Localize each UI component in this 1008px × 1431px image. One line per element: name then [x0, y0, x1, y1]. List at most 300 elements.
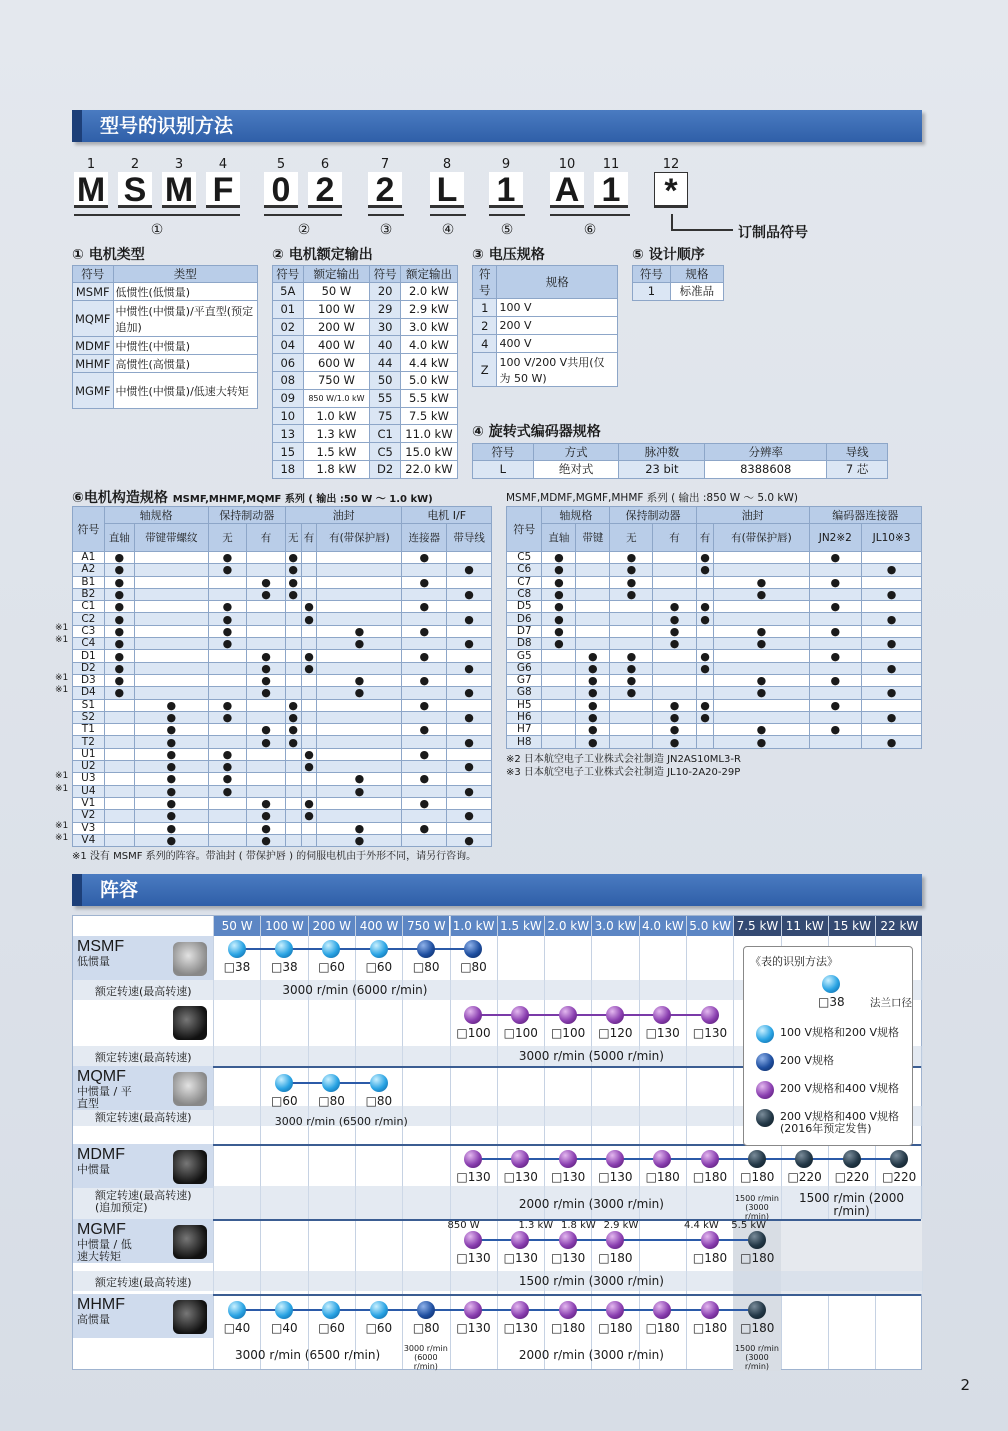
dot-mark: ●	[714, 736, 809, 748]
legend-item: 200 V规格	[780, 1054, 835, 1067]
td: 29	[370, 300, 401, 318]
dot-mark: ●	[542, 564, 576, 576]
dot-mark: ●	[247, 588, 286, 600]
dot-mark: ●	[542, 601, 576, 613]
th: 符号	[273, 266, 304, 283]
model-position: 1	[86, 157, 96, 172]
model-char: 1	[489, 172, 523, 208]
empty-cell	[809, 736, 862, 748]
th: 类型	[113, 266, 257, 283]
empty-cell	[447, 822, 492, 834]
empty-cell	[208, 576, 247, 588]
td: 04	[273, 336, 304, 354]
row-code: D3	[73, 674, 105, 686]
dot-mark: ●	[862, 687, 922, 699]
dot-mark: ●	[104, 687, 134, 699]
empty-cell	[653, 662, 696, 674]
speed-value: (6000 r/min)	[413, 1353, 438, 1371]
dot-mark: ●	[653, 699, 696, 711]
connector-line	[237, 948, 474, 950]
flange-size: □130	[550, 1251, 586, 1265]
spec-ball	[748, 1301, 766, 1319]
spec-ball	[464, 1006, 482, 1024]
row-code: U4	[73, 785, 105, 797]
model-circle: ②	[297, 222, 311, 238]
model-char: L	[430, 172, 464, 208]
empty-cell	[653, 650, 696, 662]
empty-cell	[447, 773, 492, 785]
td: 02	[273, 318, 304, 336]
empty-cell	[285, 650, 301, 662]
model-position: 7	[380, 157, 390, 172]
empty-cell	[862, 601, 922, 613]
dot-mark: ●	[610, 576, 653, 588]
legend-title: 《表的识别方法》	[750, 955, 838, 968]
row-code: D4	[73, 687, 105, 699]
empty-cell	[208, 736, 247, 748]
speed-label: 额定转速(最高转速)	[95, 1051, 192, 1064]
empty-cell	[610, 638, 653, 650]
dot-mark: ●	[447, 711, 492, 723]
flange-size: □38	[270, 960, 298, 974]
empty-cell	[317, 736, 402, 748]
spec-ball	[275, 1301, 293, 1319]
empty-cell	[696, 687, 714, 699]
dot-mark: ●	[402, 699, 447, 711]
row-code: C1	[73, 601, 105, 613]
dot-mark: ●	[653, 601, 696, 613]
dot-mark: ●	[653, 711, 696, 723]
flange-size: □80	[318, 1094, 345, 1108]
dot-mark: ●	[317, 822, 402, 834]
td: MDMF	[73, 337, 114, 355]
footnote-mark: ※1	[55, 635, 69, 646]
th: 有	[301, 524, 317, 552]
speed-value: 3000 r/min	[403, 1344, 448, 1353]
dot-mark: ●	[809, 625, 862, 637]
t5-title: ⑤ 设计顺序	[632, 247, 705, 263]
section-header-model: 型号的识别方法	[72, 110, 922, 142]
model-char: M	[74, 172, 108, 208]
dot-mark: ●	[402, 552, 447, 564]
lineup-col-header: 200 W	[308, 916, 355, 936]
empty-cell	[134, 564, 208, 576]
spec-ball	[322, 940, 340, 958]
structure-table-large	[506, 506, 922, 749]
motor-image	[173, 1225, 207, 1259]
dot-mark: ●	[134, 810, 208, 822]
flange-size: □60	[365, 1321, 393, 1335]
flange-size: □100	[503, 1026, 538, 1040]
model-name: MGMF	[77, 1221, 126, 1238]
dot-mark: ●	[301, 748, 317, 760]
td: 09	[273, 389, 304, 407]
empty-cell	[714, 662, 809, 674]
model-char: A	[550, 172, 584, 208]
dot-mark: ●	[696, 613, 714, 625]
dot-mark: ●	[104, 588, 134, 600]
th: 有	[696, 524, 714, 552]
t3-title: ③ 电压规格	[472, 247, 545, 263]
dot-mark: ●	[714, 625, 809, 637]
dot-mark: ●	[402, 797, 447, 809]
dot-mark: ●	[104, 552, 134, 564]
dot-mark: ●	[402, 625, 447, 637]
empty-cell	[301, 625, 317, 637]
dot-mark: ●	[285, 711, 301, 723]
empty-cell	[317, 576, 402, 588]
speed-value: 2000 r/min (3000 r/min)	[518, 1197, 664, 1211]
flange-size: □130	[598, 1170, 633, 1184]
spec-ball	[606, 1006, 624, 1024]
empty-cell	[301, 576, 317, 588]
empty-cell	[402, 613, 447, 625]
th: 额定输出	[303, 266, 370, 283]
flange-size: □130	[503, 1321, 538, 1335]
connector-line	[237, 1309, 757, 1311]
dot-mark: ●	[134, 736, 208, 748]
empty-cell	[447, 699, 492, 711]
flange-size: □180	[645, 1170, 680, 1184]
model-name: MQMF	[77, 1068, 126, 1085]
empty-cell	[134, 613, 208, 625]
td: 400 V	[497, 335, 618, 353]
empty-cell	[104, 711, 134, 723]
flange-size: □180	[740, 1170, 775, 1184]
empty-cell	[576, 588, 610, 600]
empty-cell	[542, 687, 576, 699]
flange-size: □130	[503, 1251, 538, 1265]
t1-title: ① 电机类型	[72, 247, 145, 263]
speed-value: 3000 r/min (6500 r/min)	[235, 1348, 381, 1362]
speed-value: 3000 r/min (6500 r/min)	[274, 1115, 408, 1128]
dot-mark: ●	[104, 613, 134, 625]
row-code: S1	[73, 699, 105, 711]
dot-mark: ●	[610, 674, 653, 686]
section-header-lineup: 阵容	[72, 874, 922, 906]
th: 符号	[507, 507, 542, 552]
flange-size: □60	[318, 1321, 345, 1335]
dot-mark: ●	[653, 625, 696, 637]
mgmf-power: 5.5 kW	[731, 1220, 767, 1231]
empty-cell	[714, 711, 809, 723]
dot-mark: ●	[714, 687, 809, 699]
lineup-col-header: 11 kW	[781, 916, 828, 936]
model-char: *	[654, 172, 688, 208]
empty-cell	[653, 687, 696, 699]
dot-mark: ●	[317, 638, 402, 650]
empty-cell	[247, 613, 286, 625]
td: 中惯性(中惯量)	[113, 337, 257, 355]
flange-size: □130	[692, 1026, 728, 1040]
empty-cell	[714, 552, 809, 564]
row-code: D8	[507, 638, 542, 650]
row-code: C2	[73, 613, 105, 625]
legend-sample-ball	[822, 975, 840, 993]
dot-mark: ●	[285, 576, 301, 588]
speed-label: 额定转速(最高转速)	[95, 1111, 192, 1124]
dot-mark: ●	[714, 674, 809, 686]
empty-cell	[714, 613, 809, 625]
dot-mark: ●	[809, 601, 862, 613]
spec-ball	[843, 1150, 861, 1168]
model-underline	[550, 214, 630, 216]
dot-mark: ●	[610, 687, 653, 699]
footnote-mark: ※1	[55, 623, 69, 634]
dot-mark: ●	[317, 625, 402, 637]
dot-mark: ●	[576, 711, 610, 723]
legend-item: 100 V规格和200 V规格	[780, 1026, 900, 1039]
flange-size: □180	[692, 1170, 728, 1184]
empty-cell	[301, 674, 317, 686]
empty-cell	[610, 613, 653, 625]
spec-ball	[653, 1006, 671, 1024]
empty-cell	[576, 613, 610, 625]
legend-flange: □38	[818, 995, 845, 1009]
footnote-mark: ※1	[55, 833, 69, 844]
dot-mark: ●	[809, 552, 862, 564]
dot-mark: ●	[714, 576, 809, 588]
td: 5.5 kW	[400, 389, 457, 407]
th: 轴规格	[542, 507, 610, 524]
dot-mark: ●	[696, 662, 714, 674]
empty-cell	[134, 625, 208, 637]
empty-cell	[208, 822, 247, 834]
empty-cell	[247, 748, 286, 760]
td: D2	[370, 460, 401, 478]
spec-ball	[653, 1150, 671, 1168]
row-code: G8	[507, 687, 542, 699]
row-code: A1	[73, 552, 105, 564]
flange-size: □220	[787, 1170, 822, 1184]
row-code: D2	[73, 662, 105, 674]
empty-cell	[402, 662, 447, 674]
dot-mark: ●	[696, 552, 714, 564]
dot-mark: ●	[247, 687, 286, 699]
empty-cell	[862, 625, 922, 637]
flange-size: □130	[456, 1251, 491, 1265]
dot-mark: ●	[402, 576, 447, 588]
design-order-table	[632, 265, 724, 301]
dot-mark: ●	[809, 674, 862, 686]
empty-cell	[285, 638, 301, 650]
model-position: 2	[130, 157, 140, 172]
empty-cell	[714, 601, 809, 613]
empty-cell	[208, 687, 247, 699]
empty-cell	[134, 588, 208, 600]
td: 50 W	[303, 283, 370, 301]
empty-cell	[301, 638, 317, 650]
spec-ball	[464, 1150, 482, 1168]
empty-cell	[447, 576, 492, 588]
model-position: 11	[602, 157, 620, 172]
lineup-col-header: 750 W	[402, 916, 449, 936]
flange-size: □180	[598, 1251, 633, 1265]
dot-mark: ●	[301, 650, 317, 662]
empty-cell	[576, 564, 610, 576]
flange-size: □180	[692, 1321, 728, 1335]
dot-mark: ●	[447, 785, 492, 797]
spec-ball	[370, 940, 388, 958]
row-code: D7	[507, 625, 542, 637]
dot-mark: ●	[447, 761, 492, 773]
dot-mark: ●	[104, 625, 134, 637]
td: 4.0 kW	[400, 336, 457, 354]
empty-cell	[542, 736, 576, 748]
empty-cell	[576, 552, 610, 564]
empty-cell	[301, 711, 317, 723]
th: 带键带螺纹	[134, 524, 208, 552]
flange-size: □80	[412, 960, 440, 974]
empty-cell	[576, 638, 610, 650]
dot-mark: ●	[247, 810, 286, 822]
dot-mark: ●	[862, 613, 922, 625]
row-code: C3	[73, 625, 105, 637]
dot-mark: ●	[104, 650, 134, 662]
empty-cell	[134, 662, 208, 674]
empty-cell	[247, 773, 286, 785]
dot-mark: ●	[862, 588, 922, 600]
empty-cell	[402, 736, 447, 748]
td: 200 W	[303, 318, 370, 336]
mgmf-power: 850 W	[447, 1220, 480, 1231]
empty-cell	[862, 699, 922, 711]
dot-mark: ●	[247, 834, 286, 846]
custom-line	[671, 214, 673, 230]
td: 3.0 kW	[400, 318, 457, 336]
dot-mark: ●	[653, 638, 696, 650]
dot-mark: ●	[809, 650, 862, 662]
lineup-col-header: 22 kW	[875, 916, 922, 936]
dot-mark: ●	[653, 613, 696, 625]
empty-cell	[653, 674, 696, 686]
empty-cell	[134, 687, 208, 699]
model-position: 3	[174, 157, 184, 172]
rated-output-table	[272, 265, 458, 479]
th: 有	[247, 524, 286, 552]
dot-mark: ●	[862, 564, 922, 576]
dot-mark: ●	[104, 638, 134, 650]
td: 850 W/1.0 kW	[303, 389, 370, 407]
flange-size: □180	[645, 1321, 680, 1335]
dot-mark: ●	[134, 797, 208, 809]
model-sub: 中惯量 / 低速大转矩	[77, 1238, 132, 1263]
td: 15.0 kW	[400, 443, 457, 461]
row-code: C7	[507, 576, 542, 588]
motor-type-table	[72, 265, 258, 409]
empty-cell	[317, 552, 402, 564]
empty-cell	[696, 674, 714, 686]
spec-ball	[701, 1150, 719, 1168]
row-code: C4	[73, 638, 105, 650]
td: MSMF	[73, 283, 114, 301]
empty-cell	[285, 662, 301, 674]
th: 有	[653, 524, 696, 552]
t7-note-2: ※2 日本航空电子工业株式会社制造 JN2AS10ML3-R	[506, 754, 741, 765]
th: 轴规格	[104, 507, 208, 524]
th: 分辨率	[705, 444, 827, 461]
row-code: H8	[507, 736, 542, 748]
row-code: H7	[507, 724, 542, 736]
dot-mark: ●	[247, 736, 286, 748]
empty-cell	[301, 552, 317, 564]
td: 5.0 kW	[400, 371, 457, 389]
dot-mark: ●	[447, 613, 492, 625]
row-code: B1	[73, 576, 105, 588]
lineup-col-header: 3.0 kW	[591, 916, 638, 936]
lineup-col-header: 5.0 kW	[686, 916, 733, 936]
spec-ball	[890, 1150, 908, 1168]
spec-ball	[464, 1301, 482, 1319]
dot-mark: ●	[301, 761, 317, 773]
dot-mark: ●	[104, 576, 134, 588]
model-underline	[489, 214, 525, 216]
dot-mark: ●	[134, 785, 208, 797]
td: 100 W	[303, 300, 370, 318]
speed-value: 3000 r/min (6000 r/min)	[282, 983, 428, 997]
model-position: 12	[662, 157, 680, 172]
dot-mark: ●	[447, 638, 492, 650]
dot-mark: ●	[542, 576, 576, 588]
speed-label: 额定转速(最高转速)	[95, 985, 192, 998]
flange-size: □38	[223, 960, 251, 974]
flange-size: □40	[223, 1321, 251, 1335]
model-char: F	[206, 172, 240, 208]
dot-mark: ●	[247, 662, 286, 674]
model-underline	[368, 214, 404, 216]
th: 符号	[473, 266, 497, 299]
row-code: A2	[73, 564, 105, 576]
flange-size: □130	[550, 1170, 586, 1184]
empty-cell	[301, 564, 317, 576]
dot-mark: ●	[208, 785, 247, 797]
dot-mark: ●	[714, 588, 809, 600]
empty-cell	[447, 724, 492, 736]
lineup-col-header: 100 W	[260, 916, 307, 936]
footnote-mark: ※1	[55, 684, 69, 695]
empty-cell	[285, 834, 301, 846]
empty-cell	[317, 588, 402, 600]
empty-cell	[247, 552, 286, 564]
empty-cell	[208, 797, 247, 809]
th: 规格	[497, 266, 618, 299]
dot-mark: ●	[208, 761, 247, 773]
spec-ball	[748, 1231, 766, 1249]
empty-cell	[301, 687, 317, 699]
td: 高惯性(高惯量)	[113, 355, 257, 373]
td: 08	[273, 371, 304, 389]
th: 直轴	[542, 524, 576, 552]
flange-size: □130	[456, 1170, 491, 1184]
td: 标准品	[670, 283, 723, 301]
dot-mark: ●	[696, 711, 714, 723]
structure-table-small	[72, 506, 492, 847]
empty-cell	[714, 564, 809, 576]
dot-mark: ●	[134, 724, 208, 736]
empty-cell	[247, 601, 286, 613]
empty-cell	[301, 822, 317, 834]
dot-mark: ●	[208, 601, 247, 613]
speed-value: 2000 r/min (3000 r/min)	[518, 1348, 664, 1362]
spec-ball	[464, 940, 482, 958]
spec-ball	[559, 1150, 577, 1168]
model-sub: 低惯量	[77, 955, 110, 968]
empty-cell	[402, 834, 447, 846]
dot-mark: ●	[402, 601, 447, 613]
empty-cell	[862, 650, 922, 662]
model-char: 2	[368, 172, 402, 208]
dot-mark: ●	[402, 822, 447, 834]
